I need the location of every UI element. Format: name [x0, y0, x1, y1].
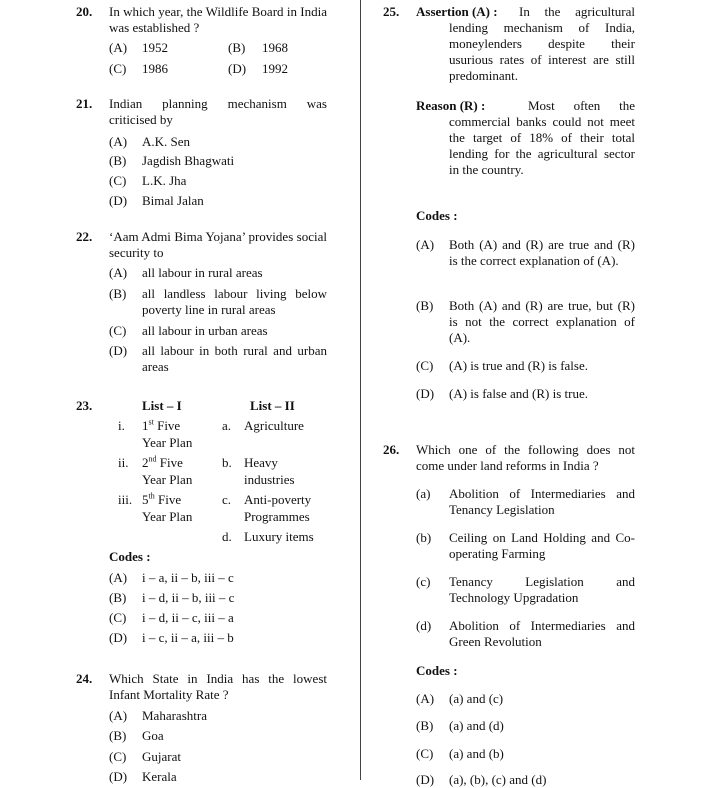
option-text: 1952: [142, 40, 168, 55]
option-label: (B): [109, 728, 127, 743]
option-label: (A): [109, 134, 128, 149]
list-1-item: 5th Five: [142, 491, 182, 507]
option-label: (A): [109, 40, 128, 55]
list-2-item: Luxury items: [244, 529, 314, 544]
option-text: Tenancy Legislation and Technology Upgradation: [449, 574, 635, 605]
list-2-heading: List – II: [250, 398, 295, 413]
option-label: (B): [109, 286, 127, 301]
list-2-item: Agriculture: [244, 418, 304, 433]
list-2-item: Heavy: [244, 455, 278, 470]
option-text: 1986: [142, 61, 168, 76]
option-text: (A) is true and (R) is false.: [449, 358, 588, 373]
list-1-heading: List – I: [142, 398, 182, 413]
question-text: Which one of the following does not come under land reforms in India ?: [416, 442, 635, 473]
question-number: 21.: [76, 96, 93, 111]
option-label: (A): [109, 708, 128, 723]
option-label: (C): [109, 173, 127, 188]
option-label: (A): [109, 265, 128, 280]
column-divider: [360, 0, 361, 780]
option-label: (B): [109, 590, 127, 605]
question-number: 25.: [383, 4, 400, 19]
option-label: (D): [416, 386, 435, 401]
option-text: Abolition of Intermediaries and Tenancy Legislation: [449, 486, 635, 517]
option-label: (A): [416, 691, 435, 706]
option-label: (D): [416, 772, 435, 787]
option-label: (a): [416, 486, 431, 501]
option-text: i – d, ii – c, iii – a: [142, 610, 234, 625]
option-text: Abolition of Intermediaries and Green Revolution: [449, 618, 635, 649]
assertion-text: In the agricultural lending mechanism of India, moneylenders despite their usurious rates of interest are still predominant.: [449, 4, 635, 83]
option-label: (B): [416, 298, 434, 313]
option-text: all labour in both rural and urban areas: [142, 343, 327, 374]
option-text: i – d, ii – b, iii – c: [142, 590, 235, 605]
option-label: (D): [109, 769, 128, 784]
option-label: (C): [109, 61, 127, 76]
option-label: (b): [416, 530, 432, 545]
option-label: (A): [109, 570, 128, 585]
option-text: Goa: [142, 728, 164, 743]
list-2-item: Anti-poverty: [244, 492, 312, 507]
option-text: all landless labour living below poverty line in rural areas: [142, 286, 327, 317]
option-label: (A): [416, 237, 435, 252]
question-text: In which year, the Wildlife Board in India was established ?: [109, 4, 327, 35]
option-label: (c): [416, 574, 431, 589]
option-text: (a) and (b): [449, 746, 504, 761]
question-text: Indian planning mechanism was criticised by: [109, 96, 327, 127]
option-text: Jagdish Bhagwati: [142, 153, 235, 168]
option-text: L.K. Jha: [142, 173, 187, 188]
option-label: (C): [109, 323, 127, 338]
option-text: Gujarat: [142, 749, 181, 764]
option-text: all labour in urban areas: [142, 323, 268, 338]
option-label: (B): [109, 153, 127, 168]
list-2-item-cont: Programmes: [244, 509, 310, 524]
option-label: (C): [109, 610, 127, 625]
codes-heading: Codes :: [416, 663, 458, 678]
list-2-index: d.: [222, 529, 232, 544]
list-1-item: 2nd Five: [142, 454, 183, 470]
list-2-index: b.: [222, 455, 232, 470]
option-text: Both (A) and (R) are true, but (R) is not the correct explanation of (A).: [449, 298, 635, 345]
option-label: (D): [109, 343, 128, 358]
reason-label: Reason (R) :: [416, 98, 486, 113]
option-label: (d): [416, 618, 432, 633]
option-text: i – a, ii – b, iii – c: [142, 570, 234, 585]
list-1-item-cont: Year Plan: [142, 435, 193, 450]
list-1-index: i.: [118, 418, 125, 433]
option-text: (a), (b), (c) and (d): [449, 772, 547, 787]
question-number: 23.: [76, 398, 93, 413]
option-label: (B): [416, 718, 434, 733]
option-label: (B): [228, 40, 246, 55]
option-text: Bimal Jalan: [142, 193, 204, 208]
codes-heading: Codes :: [416, 208, 458, 223]
assertion-label: Assertion (A) :: [416, 4, 498, 19]
option-text: 1968: [262, 40, 288, 55]
question-number: 20.: [76, 4, 93, 19]
question-number: 24.: [76, 671, 93, 686]
option-text: A.K. Sen: [142, 134, 191, 149]
option-text: Kerala: [142, 769, 177, 784]
question-number: 22.: [76, 229, 93, 244]
option-text: (A) is false and (R) is true.: [449, 386, 588, 401]
list-1-item: 1st Five: [142, 417, 181, 433]
list-2-item-cont: industries: [244, 472, 295, 487]
list-1-index: iii.: [118, 492, 133, 507]
option-text: Maharashtra: [142, 708, 207, 723]
option-label: (D): [228, 61, 247, 76]
option-text: (a) and (d): [449, 718, 504, 733]
option-label: (C): [416, 746, 434, 761]
question-number: 26.: [383, 442, 400, 457]
option-text: Both (A) and (R) are true and (R) is the correct explanation of (A).: [449, 237, 635, 268]
option-label: (C): [109, 749, 127, 764]
codes-heading: Codes :: [109, 549, 151, 564]
option-text: i – c, ii – a, iii – b: [142, 630, 234, 645]
option-text: 1992: [262, 61, 288, 76]
option-text: all labour in rural areas: [142, 265, 263, 280]
list-2-index: c.: [222, 492, 232, 507]
list-2-index: a.: [222, 418, 232, 433]
option-label: (C): [416, 358, 434, 373]
list-1-item-cont: Year Plan: [142, 509, 193, 524]
option-text: Ceiling on Land Holding and Co-operating Farming: [449, 530, 635, 561]
question-text: Which State in India has the lowest Infant Mortality Rate ?: [109, 671, 327, 702]
option-label: (D): [109, 193, 128, 208]
reason-text: Most often the commercial banks could not meet the target of 18% of their total lending for the agricultural sector in the country.: [449, 98, 635, 177]
option-label: (D): [109, 630, 128, 645]
question-text: ‘Aam Admi Bima Yojana’ provides social security to: [109, 229, 327, 260]
option-text: (a) and (c): [449, 691, 504, 706]
list-1-index: ii.: [118, 455, 129, 470]
list-1-item-cont: Year Plan: [142, 472, 193, 487]
